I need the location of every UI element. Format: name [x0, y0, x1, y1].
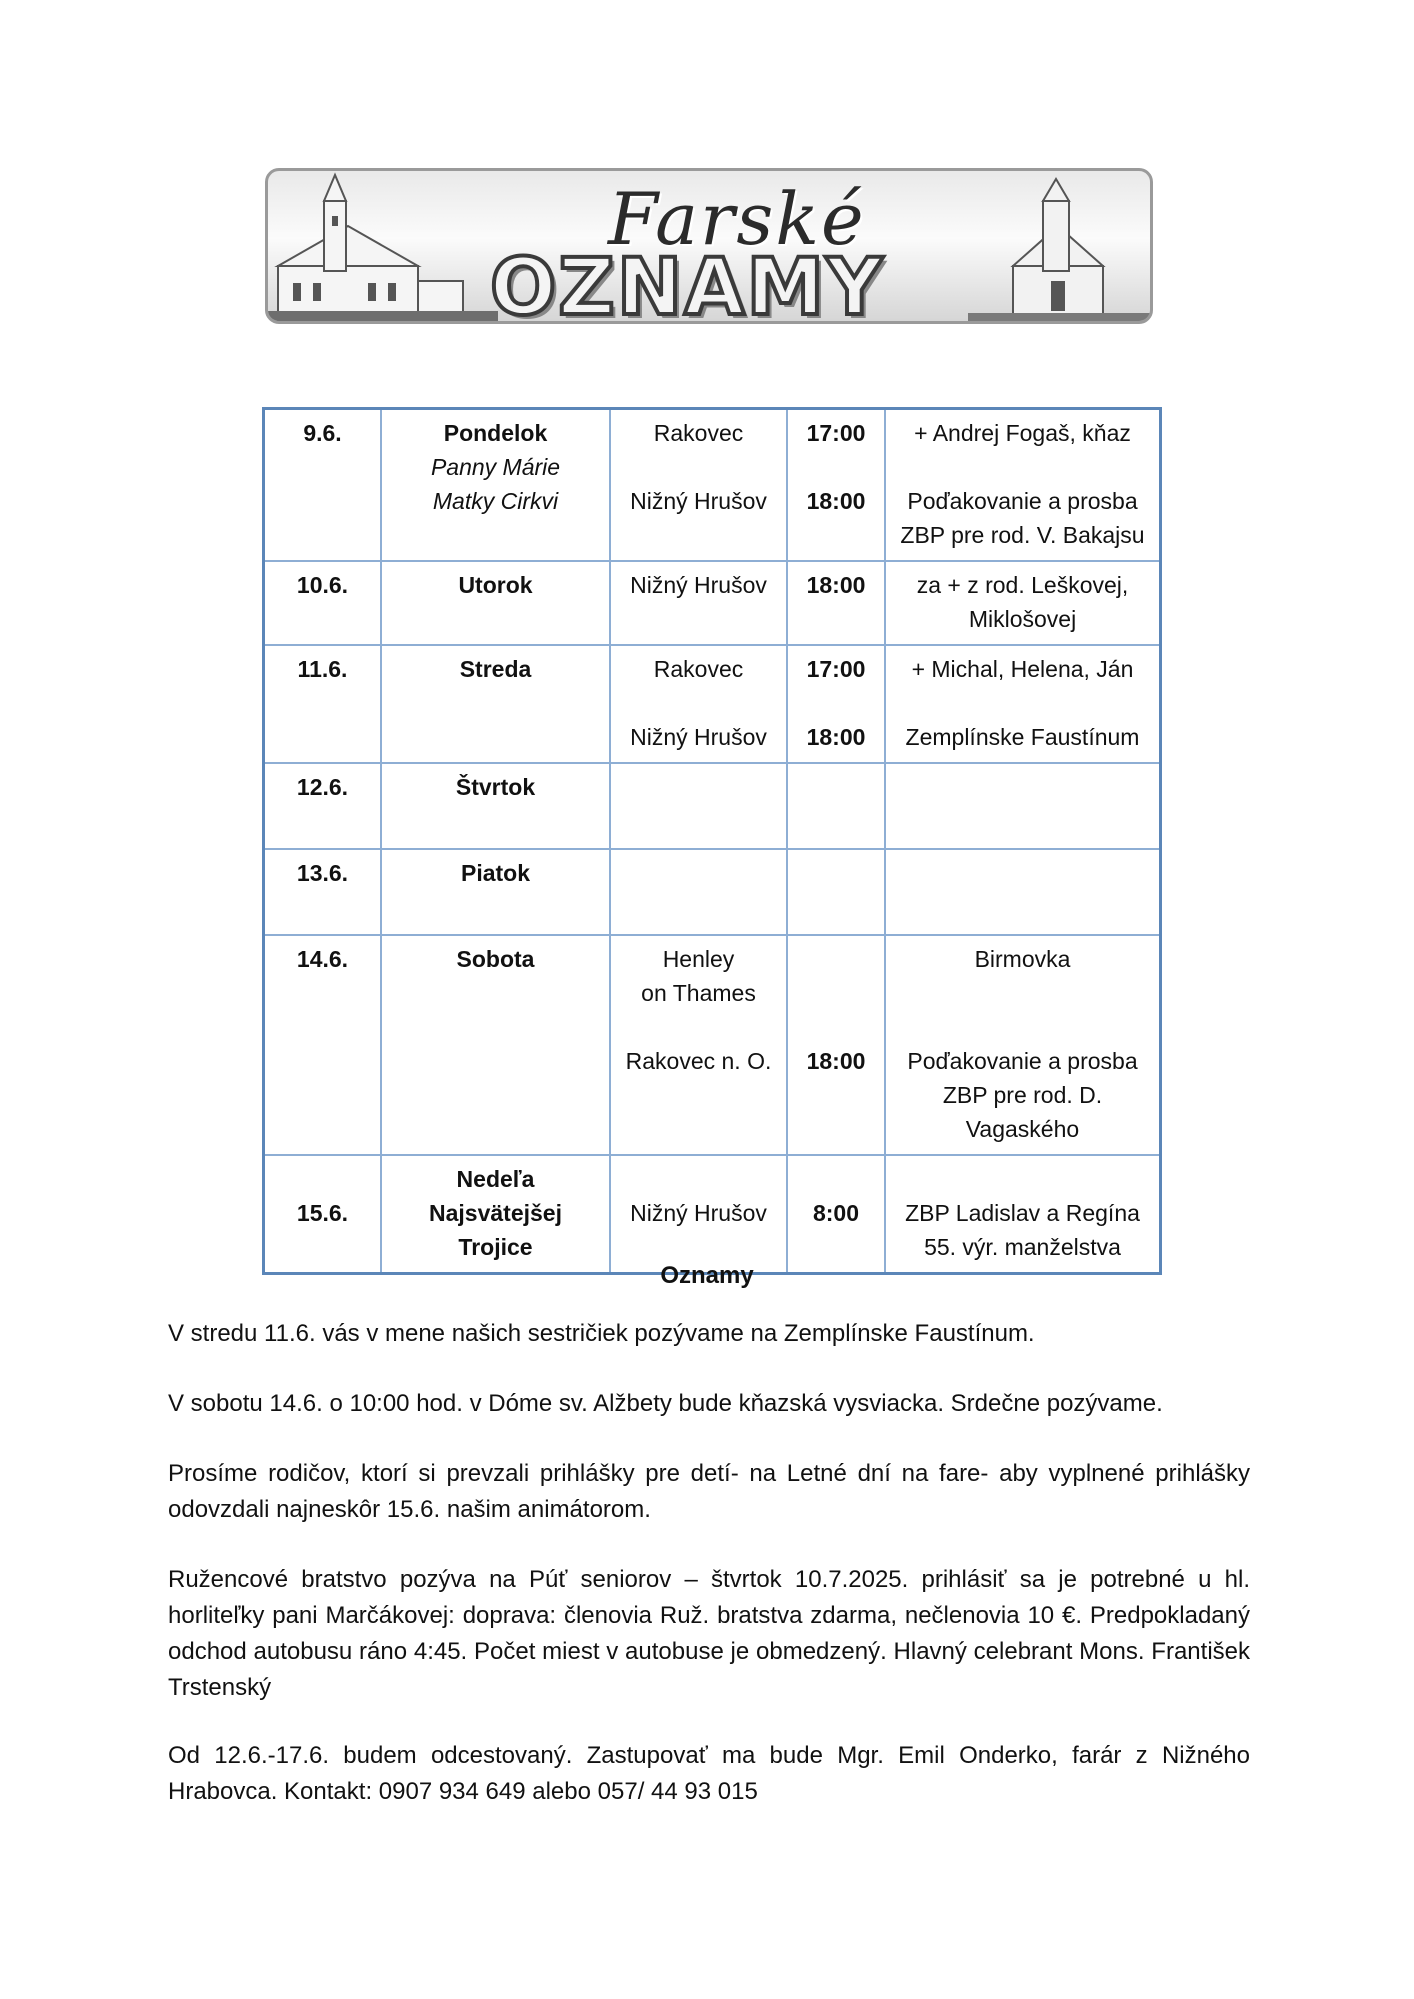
intention-line: Zemplínske Faustínum: [905, 724, 1140, 750]
place-line: Rakovec: [653, 656, 744, 682]
place-cell: Nižný Hrušov: [610, 561, 787, 645]
intention-cell: [885, 409, 1161, 562]
table-row: [264, 849, 1161, 935]
intention-cell: [885, 645, 1161, 763]
date-cell: 12.6.: [264, 763, 382, 849]
intention-line: Birmovka: [974, 946, 1071, 972]
place-cell: [610, 409, 787, 562]
intention-line: ZBP pre rod. D. Vagaského: [942, 1082, 1103, 1142]
date-cell: 13.6.: [264, 849, 382, 935]
place-line: Nižný Hrušov: [630, 724, 767, 750]
day-line: Najsvätejšej: [429, 1200, 562, 1226]
time-cell: [787, 645, 885, 763]
time-line: 18:00: [806, 488, 866, 514]
intention-cell: [885, 849, 1161, 935]
intention-cell: [885, 1155, 1161, 1274]
left-trees: [268, 311, 498, 324]
left-church-tower: [324, 201, 346, 271]
right-church-tower: [1043, 201, 1069, 271]
place-cell: [610, 849, 787, 935]
table-row: [264, 1155, 1161, 1274]
header-banner: [265, 168, 1153, 324]
time-cell: [787, 849, 885, 935]
intention-line: + Andrej Fogaš, kňaz: [914, 420, 1131, 446]
date-cell: 15.6.: [264, 1155, 382, 1274]
date-cell: 10.6.: [264, 561, 382, 645]
table-row: [264, 645, 1161, 763]
time-cell: [787, 763, 885, 849]
day-name: Pondelok: [443, 420, 548, 446]
mass-schedule-table: [262, 407, 1162, 1275]
date-cell: 14.6.: [264, 935, 382, 1155]
place-cell: [610, 935, 787, 1155]
day-cell: Piatok: [381, 849, 610, 935]
intention-line: 55. výr. manželstva: [924, 1234, 1121, 1260]
time-cell: 8:00: [787, 1155, 885, 1274]
intention-cell: [885, 763, 1161, 849]
day-cell: [381, 409, 610, 562]
intention-cell: [885, 935, 1161, 1155]
table-row: [264, 935, 1161, 1155]
day-cell: Sobota: [381, 935, 610, 1155]
date-cell: 11.6.: [264, 645, 382, 763]
place-line: Rakovec: [653, 420, 744, 446]
table-row: [264, 763, 1161, 849]
time-line: 18:00: [806, 724, 866, 750]
announcements-title: Oznamy: [660, 1262, 754, 1289]
day-cell: Štvrtok: [381, 763, 610, 849]
announcement-paragraph: Od 12.6.-17.6. budem odcestovaný. Zastupovať ma bude Mgr. Emil Onderko, farár z Nižného Hrabovca. Kontakt: 0907 934 649 alebo 057/ 44 93 015: [168, 1742, 1250, 1805]
place-cell: [610, 645, 787, 763]
intention-line: Poďakovanie a prosba: [907, 1048, 1138, 1074]
table-row: [264, 409, 1161, 562]
time-cell: [787, 935, 885, 1155]
place-line: on Thames: [641, 980, 756, 1006]
table-row: [264, 561, 1161, 645]
place-cell: Nižný Hrušov: [610, 1155, 787, 1274]
intention-line: + Michal, Helena, Ján: [911, 656, 1134, 682]
day-cell: Utorok: [381, 561, 610, 645]
time-cell: [787, 409, 885, 562]
place-line: Henley: [662, 946, 735, 972]
feast-line: Panny Márie: [430, 454, 561, 480]
date-cell: 9.6.: [264, 409, 382, 562]
left-church-spire: [324, 175, 346, 201]
announcement-paragraph: Prosíme rodičov, ktorí si prevzali prihlášky pre detí- na Letné dní na fare- aby vyplnené prihlášky odovzdali najneskôr 15.6. našim animátorom.: [168, 1460, 1250, 1523]
intention-line: ZBP pre rod. V. Bakajsu: [900, 522, 1145, 548]
intention-line: Poďakovanie a prosba: [907, 488, 1138, 514]
day-line: Trojice: [458, 1234, 533, 1260]
intention-cell: [885, 561, 1161, 645]
time-line: 17:00: [806, 656, 866, 682]
banner-script-title: Farské: [608, 177, 866, 261]
place-line: Nižný Hrušov: [630, 488, 767, 514]
announcement-paragraph: Ružencové bratstvo pozýva na Púť seniorov – štvrtok 10.7.2025. prihlásiť sa je potrebné u hl. horliteľky pani Marčákovej: doprava: členovia Ruž. bratstva zdarma, nečlenovia 10 €. Predpokladaný odchod autobusu ráno 4:45. Počet miest v autobuse je obmedzený. Hlavný celebrant Mons. František Trstenský: [168, 1566, 1250, 1701]
intention-line: za + z rod. Leškovej,: [916, 572, 1129, 598]
feast-line: Matky Cirkvi: [432, 488, 559, 514]
banner-main-title: OZNAMY: [490, 243, 885, 324]
intention-line: Miklošovej: [968, 606, 1077, 632]
intention-line: ZBP Ladislav a Regína: [905, 1200, 1140, 1226]
time-line: 17:00: [806, 420, 866, 446]
time-cell: 18:00: [787, 561, 885, 645]
right-trees: [968, 313, 1153, 324]
right-church-spire: [1043, 179, 1069, 201]
place-line: Rakovec n. O.: [625, 1048, 772, 1074]
time-line: 18:00: [806, 1048, 866, 1074]
day-line: Nedeľa: [456, 1166, 535, 1192]
day-cell: Streda: [381, 645, 610, 763]
announcement-paragraph: V sobotu 14.6. o 10:00 hod. v Dóme sv. Alžbety bude kňazská vysviacka. Srdečne pozývame.: [168, 1390, 1163, 1417]
place-cell: [610, 763, 787, 849]
left-church-roof: [278, 226, 418, 266]
announcement-paragraph: V stredu 11.6. vás v mene našich sestričiek pozývame na Zemplínske Faustínum.: [168, 1320, 1035, 1347]
day-cell: [381, 1155, 610, 1274]
